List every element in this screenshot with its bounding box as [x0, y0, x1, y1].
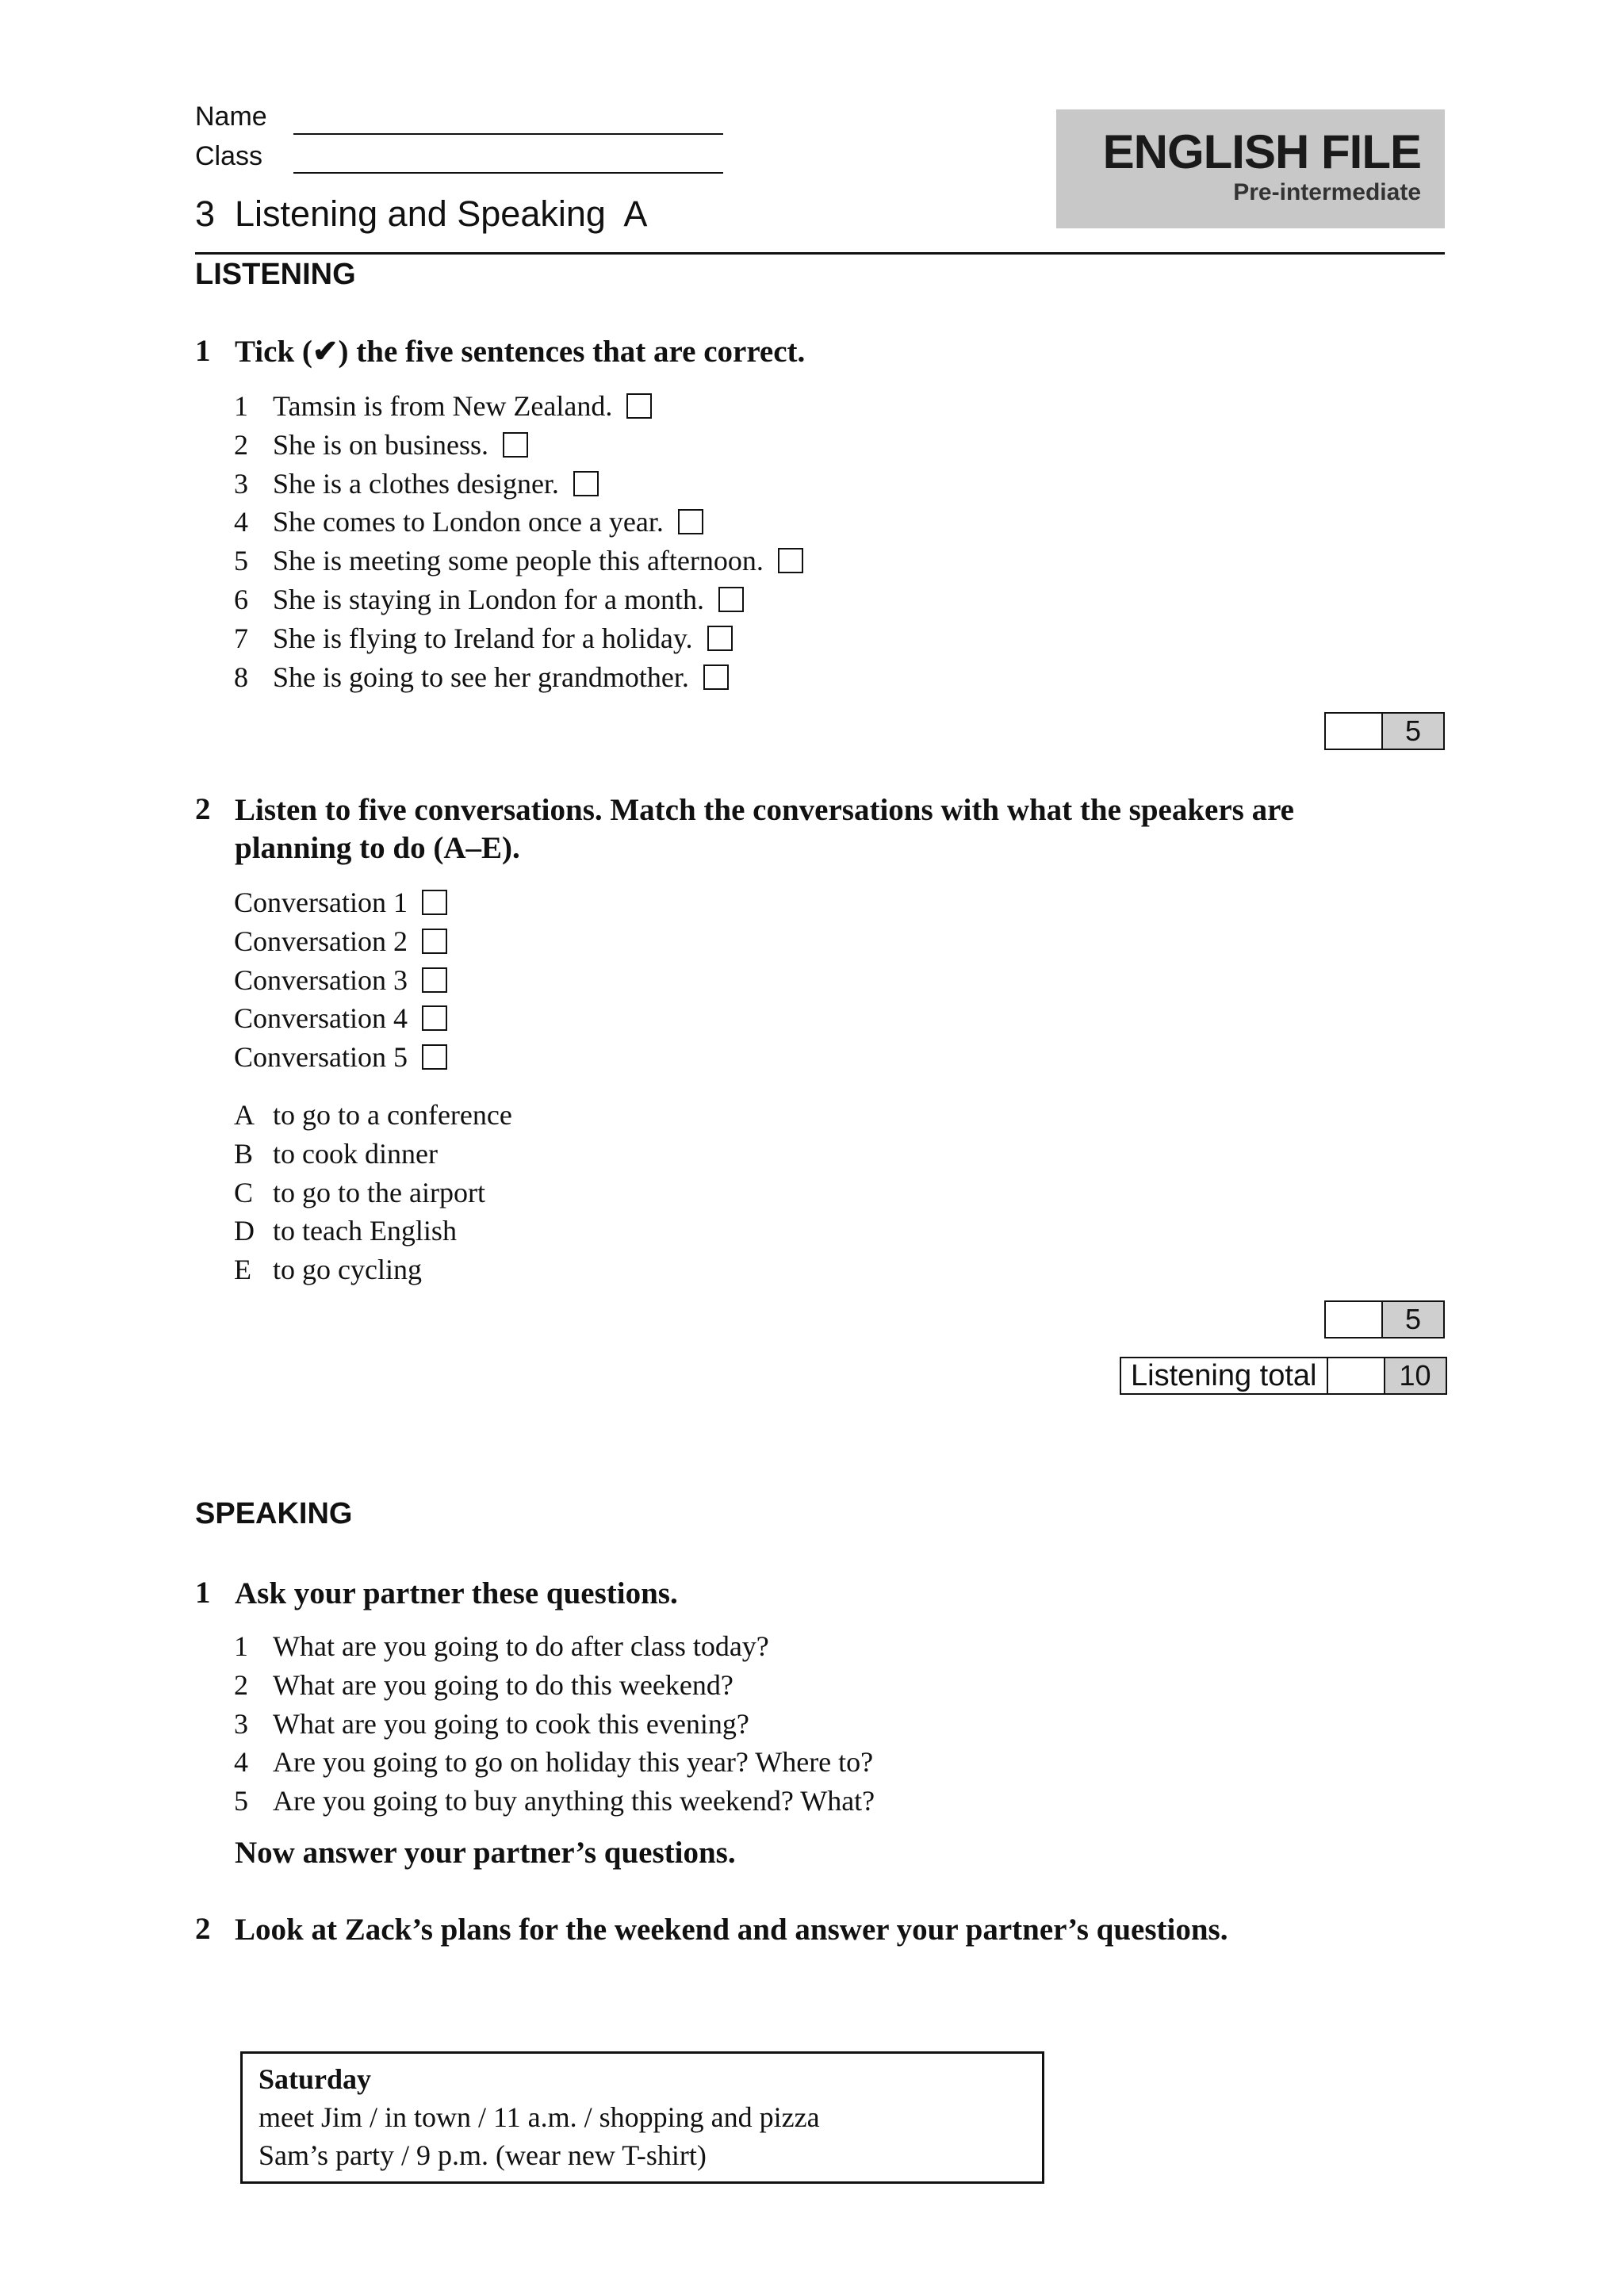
item-text: Are you going to go on holiday this year? Where to? — [273, 1746, 874, 1779]
statement-row — [234, 542, 803, 580]
option-row — [234, 1212, 457, 1250]
plan-line: meet Jim / in town / 11 a.m. / shopping and pizza — [259, 2101, 820, 2133]
listening-total-label: Listening total — [1120, 1357, 1327, 1395]
plan-box — [240, 2051, 1044, 2184]
item-number: D — [234, 1215, 255, 1247]
item-number: 8 — [234, 661, 248, 693]
item-text: Conversation 1 — [234, 887, 408, 918]
item-text: She is staying in London for a month. — [273, 584, 704, 615]
item-text: Conversation 4 — [234, 1002, 408, 1035]
class-field[interactable] — [293, 172, 723, 174]
brand-subtitle: Pre-intermediate — [1233, 179, 1421, 205]
item-text: to go to the airport — [273, 1176, 485, 1208]
question-instruction-line1: Listen to five conversations. Match the conversations with what the speakers are — [235, 793, 1294, 827]
answer-checkbox[interactable] — [422, 1044, 447, 1070]
plan-line: Sam’s party / 9 p.m. (wear new T-shirt) — [259, 2139, 707, 2171]
score-max: 5 — [1383, 1300, 1445, 1338]
statement-row — [234, 503, 703, 541]
class-label: Class — [195, 141, 263, 171]
item-number: 5 — [234, 1785, 248, 1817]
question-number: 1 — [195, 334, 211, 368]
answer-checkbox[interactable] — [573, 471, 599, 496]
item-number: C — [234, 1176, 254, 1208]
item-number: 5 — [234, 545, 248, 577]
answer-checkbox[interactable] — [707, 626, 733, 651]
statement-row — [234, 426, 528, 464]
question-instruction: Look at Zack’s plans for the weekend and answer your partner’s questions. — [235, 1913, 1228, 1947]
score-max: 10 — [1385, 1357, 1447, 1395]
question-instruction-line2: planning to do (A–E). — [235, 831, 520, 865]
item-text: Conversation 5 — [234, 1041, 408, 1074]
item-text: What are you going to do this weekend? — [273, 1668, 733, 1701]
question-row — [234, 1666, 733, 1704]
item-text: to go cycling — [273, 1254, 422, 1286]
item-text: to cook dinner — [273, 1137, 438, 1170]
statement-row — [234, 658, 729, 696]
page-title: 3 Listening and Speaking A — [195, 193, 648, 234]
item-text: to teach English — [273, 1215, 457, 1247]
question-number: 2 — [195, 792, 211, 826]
question-row — [234, 1705, 749, 1743]
option-row — [234, 1096, 512, 1134]
question-number: 2 — [195, 1912, 211, 1946]
answer-checkbox[interactable] — [718, 587, 744, 612]
score-input[interactable] — [1324, 1300, 1383, 1338]
answer-checkbox[interactable] — [703, 664, 729, 690]
conversation-row — [234, 961, 447, 999]
answer-checkbox[interactable] — [422, 967, 447, 993]
speaking-followup: Now answer your partner’s questions. — [235, 1836, 736, 1870]
item-text: Tamsin is from New Zealand. — [273, 390, 613, 422]
conversation-row — [234, 1038, 447, 1076]
item-number: 4 — [234, 506, 248, 538]
listening-total-box — [1120, 1357, 1447, 1395]
statement-row — [234, 580, 744, 618]
answer-checkbox[interactable] — [626, 393, 652, 419]
item-number: 7 — [234, 622, 248, 654]
item-text: What are you going to do after class today? — [273, 1630, 769, 1662]
conversation-row — [234, 999, 447, 1037]
answer-checkbox[interactable] — [678, 509, 703, 534]
answer-checkbox[interactable] — [778, 548, 803, 573]
statement-row — [234, 619, 733, 657]
item-number: 1 — [234, 1630, 248, 1662]
item-text: She is on business. — [273, 428, 489, 461]
question-number: 1 — [195, 1576, 211, 1610]
conversation-row — [234, 922, 447, 960]
brand-title: ENGLISH FILE — [1102, 125, 1421, 178]
item-number: 2 — [234, 1668, 248, 1701]
item-text: Conversation 3 — [234, 963, 408, 996]
answer-checkbox[interactable] — [422, 890, 447, 915]
name-label: Name — [195, 101, 267, 132]
item-number: 4 — [234, 1746, 248, 1779]
name-field[interactable] — [293, 133, 723, 135]
score-input[interactable] — [1324, 712, 1383, 750]
brand-logo — [1056, 109, 1445, 228]
option-row — [234, 1250, 422, 1289]
item-text: She is flying to Ireland for a holiday. — [273, 622, 693, 654]
item-text: to go to a conference — [273, 1099, 512, 1131]
item-text: She is meeting some people this afternoon. — [273, 545, 764, 577]
item-text: She is a clothes designer. — [273, 467, 559, 500]
question-row — [234, 1782, 875, 1820]
score-max: 5 — [1383, 712, 1445, 750]
item-number: 2 — [234, 428, 248, 461]
answer-checkbox[interactable] — [503, 432, 528, 458]
plan-day: Saturday — [259, 2063, 372, 2095]
item-text: Conversation 2 — [234, 925, 408, 957]
speaking-heading: SPEAKING — [195, 1497, 353, 1530]
option-row — [234, 1174, 485, 1212]
conversation-row — [234, 883, 447, 921]
item-number: A — [234, 1099, 255, 1131]
question-row — [234, 1743, 873, 1781]
answer-checkbox[interactable] — [422, 1005, 447, 1031]
answer-checkbox[interactable] — [422, 929, 447, 954]
statement-row — [234, 465, 599, 503]
item-number: B — [234, 1137, 254, 1170]
score-box-q2 — [1324, 1300, 1445, 1338]
item-text: She is going to see her grandmother. — [273, 661, 689, 693]
item-number: 3 — [234, 1707, 248, 1740]
item-number: 3 — [234, 467, 248, 500]
item-text: What are you going to cook this evening? — [273, 1707, 749, 1740]
option-row — [234, 1135, 438, 1173]
score-input[interactable] — [1327, 1357, 1385, 1395]
item-text: Are you going to buy anything this weekend? What? — [273, 1785, 875, 1817]
title-divider — [195, 252, 1445, 255]
item-text: She comes to London once a year. — [273, 506, 664, 538]
item-number: 1 — [234, 390, 248, 422]
item-number: 6 — [234, 584, 248, 615]
question-instruction: Ask your partner these questions. — [235, 1576, 678, 1610]
question-row — [234, 1627, 769, 1665]
score-box-q1 — [1324, 712, 1445, 750]
question-instruction: Tick (✔) the five sentences that are correct. — [235, 335, 806, 369]
listening-heading: LISTENING — [195, 258, 356, 291]
item-number: E — [234, 1254, 251, 1286]
statement-row — [234, 387, 652, 425]
